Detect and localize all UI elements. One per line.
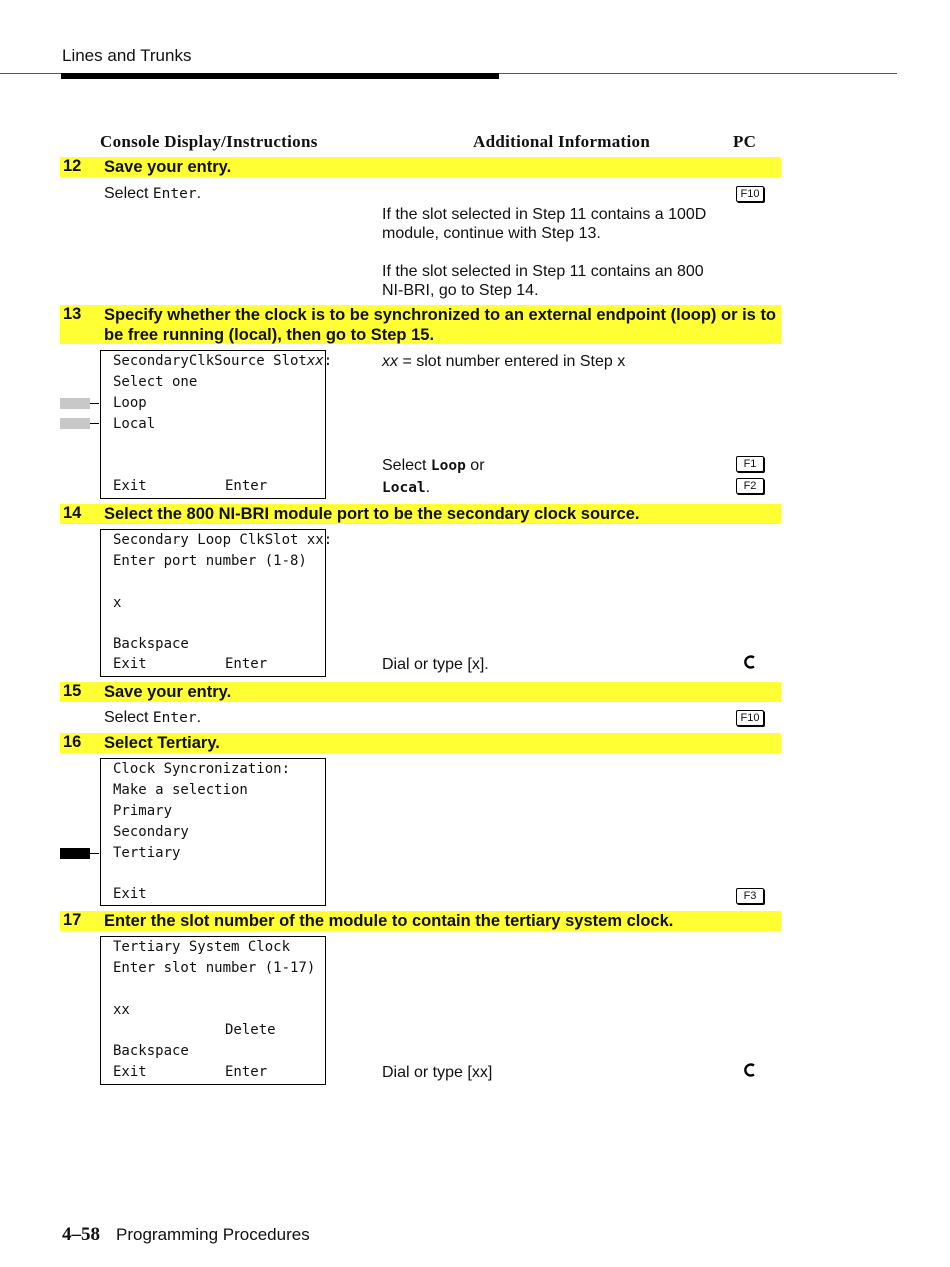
f10-key-icon[interactable]: F10	[736, 710, 764, 726]
dial-pad-icon	[741, 1063, 757, 1077]
step-17-band	[60, 911, 781, 931]
local-option[interactable]: Local	[113, 416, 156, 432]
exit-softkey[interactable]: Exit	[113, 478, 147, 494]
exit-softkey[interactable]: Exit	[113, 886, 147, 902]
step-12-band	[60, 157, 781, 177]
console-screen-clock-sync	[100, 758, 326, 906]
f10-key-icon[interactable]: F10	[736, 186, 764, 202]
info-variable: xx	[382, 353, 398, 370]
delete-softkey[interactable]: Delete	[225, 1022, 276, 1038]
loop-indicator-led	[60, 398, 90, 409]
tertiary-option[interactable]: Tertiary	[113, 845, 181, 861]
local-indicator-led	[60, 418, 90, 429]
column-header-pc: PC	[733, 132, 757, 151]
enter-softkey[interactable]: Enter	[225, 1064, 268, 1080]
screen-line-title: Secondary Loop ClkSlot xx:	[113, 532, 333, 548]
step-title: Save your entry.	[104, 158, 232, 176]
step-title: Enter the slot number of the module to contain the tertiary system clock.	[104, 912, 674, 930]
local-choice[interactable]: Local	[382, 480, 426, 496]
step-number: 14	[63, 504, 82, 522]
screen-title-colon: :	[323, 353, 333, 369]
step-title: Select the 800 NI-BRI module port to be the secondary clock source.	[104, 505, 640, 523]
console-screen-tertiary-clock	[100, 936, 326, 1085]
screen-line-prompt: Enter slot number (1-17)	[113, 960, 316, 976]
instruction-text: Select	[104, 709, 153, 726]
step-14-info: Dial or type [x].	[382, 656, 489, 673]
step-14-band	[60, 504, 781, 524]
backspace-softkey[interactable]: Backspace	[113, 636, 189, 652]
instruction-or: or	[465, 457, 485, 474]
screen-title-text: SecondaryClkSource Slot	[113, 353, 307, 369]
indicator-line	[90, 423, 99, 424]
dial-pad-icon	[741, 655, 757, 669]
step-number: 17	[63, 911, 82, 929]
instruction-period: .	[196, 709, 202, 726]
enter-softkey[interactable]: Enter	[225, 478, 268, 494]
column-header-console: Console Display/Instructions	[100, 132, 318, 151]
instruction-period: .	[425, 479, 431, 496]
f2-key-icon[interactable]: F2	[736, 478, 764, 494]
enter-option[interactable]: Enter	[152, 710, 197, 726]
slot-entry-field[interactable]: xx	[113, 1002, 130, 1018]
step-15-band	[60, 682, 781, 702]
enter-softkey[interactable]: Enter	[225, 656, 268, 672]
port-entry-field[interactable]: x	[113, 595, 122, 611]
screen-line-prompt: Enter port number (1-8)	[113, 553, 307, 569]
f3-key-icon[interactable]: F3	[736, 888, 764, 904]
step-13-select-local	[382, 479, 430, 497]
column-header-additional: Additional Information	[473, 132, 651, 151]
footer-section: Programming Procedures	[116, 1225, 310, 1244]
step-12-instruction	[104, 185, 201, 203]
step-title: Specify whether the clock is to be synchronized to an external endpoint (loop) or is to be free running (local), then go to Step 15.	[104, 306, 777, 344]
info-text: = slot number entered in Step x	[398, 353, 626, 370]
step-number: 16	[63, 733, 82, 751]
step-title: Select Tertiary.	[104, 734, 220, 752]
indicator-line	[90, 403, 99, 404]
screen-line-prompt: Select one	[113, 374, 198, 390]
step-title: Save your entry.	[104, 683, 232, 701]
f1-key-icon[interactable]: F1	[736, 456, 764, 472]
primary-option[interactable]: Primary	[113, 803, 173, 819]
loop-option[interactable]: Loop	[113, 395, 147, 411]
running-header: Lines and Trunks	[62, 46, 192, 65]
instruction-period: .	[196, 185, 202, 202]
step-13-select-loop	[382, 457, 485, 475]
instruction-text: Select	[104, 185, 153, 202]
screen-title-var: xx	[306, 353, 324, 369]
screen-line-title: Tertiary System Clock	[113, 939, 291, 955]
screen-line-prompt: Make a selection	[113, 782, 248, 798]
step-12-info-100d: If the slot selected in Step 11 contains a 100D module, continue with Step 13.	[382, 206, 707, 242]
step-16-band	[60, 733, 781, 753]
step-number: 15	[63, 682, 82, 700]
step-15-instruction	[104, 709, 201, 727]
screen-line-title: Clock Syncronization:	[113, 761, 291, 777]
header-thick-rule	[61, 73, 499, 79]
step-13-band	[60, 305, 781, 344]
console-screen-secondary-loop-port	[100, 529, 333, 677]
screen-line-title	[113, 353, 332, 369]
step-12-info-nibri: If the slot selected in Step 11 contains an 800 NI-BRI, go to Step 14.	[382, 263, 704, 299]
step-17-info: Dial or type [xx]	[382, 1064, 493, 1081]
page-number: 4–58	[62, 1224, 100, 1245]
step-number: 12	[63, 157, 82, 175]
instruction-text: Select	[382, 457, 431, 474]
step-number: 13	[63, 305, 82, 323]
loop-choice[interactable]: Loop	[430, 458, 466, 474]
console-screen-secondary-clk-source	[100, 350, 333, 499]
tertiary-indicator-led	[60, 848, 90, 859]
secondary-option[interactable]: Secondary	[113, 824, 189, 840]
enter-option[interactable]: Enter	[152, 186, 197, 202]
backspace-softkey[interactable]: Backspace	[113, 1043, 189, 1059]
exit-softkey[interactable]: Exit	[113, 1064, 147, 1080]
step-13-info-slot	[382, 353, 625, 371]
exit-softkey[interactable]: Exit	[113, 656, 147, 672]
indicator-line	[90, 853, 99, 854]
